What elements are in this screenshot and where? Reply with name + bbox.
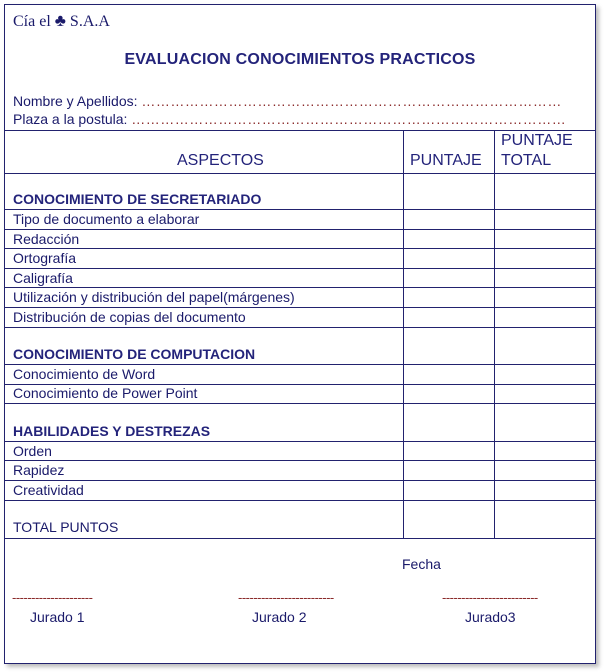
section-title-computacion: CONOCIMIENTO DE COMPUTACION (13, 346, 256, 362)
form-title: EVALUACION CONOCIMIENTOS PRACTICOS (124, 51, 476, 68)
table-top-border (5, 130, 595, 131)
jurado-3-label: Jurado3 (465, 609, 516, 625)
list-item: Ortografía (13, 250, 77, 266)
row-divider (5, 248, 595, 249)
row-divider (5, 500, 595, 501)
fecha-label: Fecha (402, 556, 441, 572)
section-title-habilidades: HABILIDADES Y DESTREZAS (13, 423, 211, 439)
total-points-label: TOTAL PUNTOS (13, 519, 119, 535)
list-item: Tipo de documento a elaborar (13, 211, 200, 227)
list-item: Conocimiento de Word (13, 366, 156, 382)
list-item: Conocimiento de Power Point (13, 385, 198, 401)
list-item: Distribución de copias del documento (13, 309, 246, 325)
signature-line-1: --------------------- (12, 590, 93, 605)
signature-line-3: ------------------------- (442, 590, 538, 605)
list-item: Rapidez (13, 462, 65, 478)
row-divider (5, 364, 595, 365)
list-item: Caligrafía (13, 270, 73, 286)
company-suffix: S.A.A (69, 13, 110, 30)
row-divider (5, 229, 595, 230)
table-header-border (5, 173, 595, 174)
header-puntaje: PUNTAJE (410, 152, 482, 169)
name-dots: …………………………………………………………………………… (141, 93, 562, 109)
row-divider (5, 268, 595, 269)
list-item: Redacción (13, 231, 80, 247)
company-name (13, 11, 110, 31)
col-divider-total (494, 130, 495, 538)
row-divider (5, 327, 595, 328)
name-label: Nombre y Apellidos: (13, 93, 138, 109)
table-bottom-border (5, 538, 595, 539)
signature-line-2: ------------------------- (238, 590, 334, 605)
company-prefix: Cía el (13, 13, 51, 30)
header-puntaje-total-2: TOTAL (501, 152, 552, 169)
position-label: Plaza a la postula: (13, 111, 128, 127)
jurado-1-label: Jurado 1 (30, 609, 85, 625)
name-field-line (13, 93, 562, 109)
jurado-2-label: Jurado 2 (252, 609, 307, 625)
section-title-secretariado: CONOCIMIENTO DE SECRETARIADO (13, 191, 262, 207)
list-item: Creatividad (13, 482, 84, 498)
evaluation-form (4, 4, 596, 664)
position-dots: ……………………………………………………………………………… (131, 111, 567, 127)
row-divider (5, 460, 595, 461)
col-divider-puntaje (403, 130, 404, 538)
list-item: Orden (13, 443, 52, 459)
row-divider (5, 480, 595, 481)
header-puntaje-total-1: PUNTAJE (501, 132, 573, 149)
list-item: Utilización y distribución del papel(márgenes) (13, 289, 295, 305)
header-aspectos: ASPECTOS (177, 152, 264, 169)
position-field-line (13, 111, 566, 127)
row-divider (5, 287, 595, 288)
club-suit-icon: ♣ (54, 11, 66, 30)
row-divider (5, 307, 595, 308)
row-divider (5, 441, 595, 442)
row-divider (5, 209, 595, 210)
row-divider (5, 403, 595, 404)
